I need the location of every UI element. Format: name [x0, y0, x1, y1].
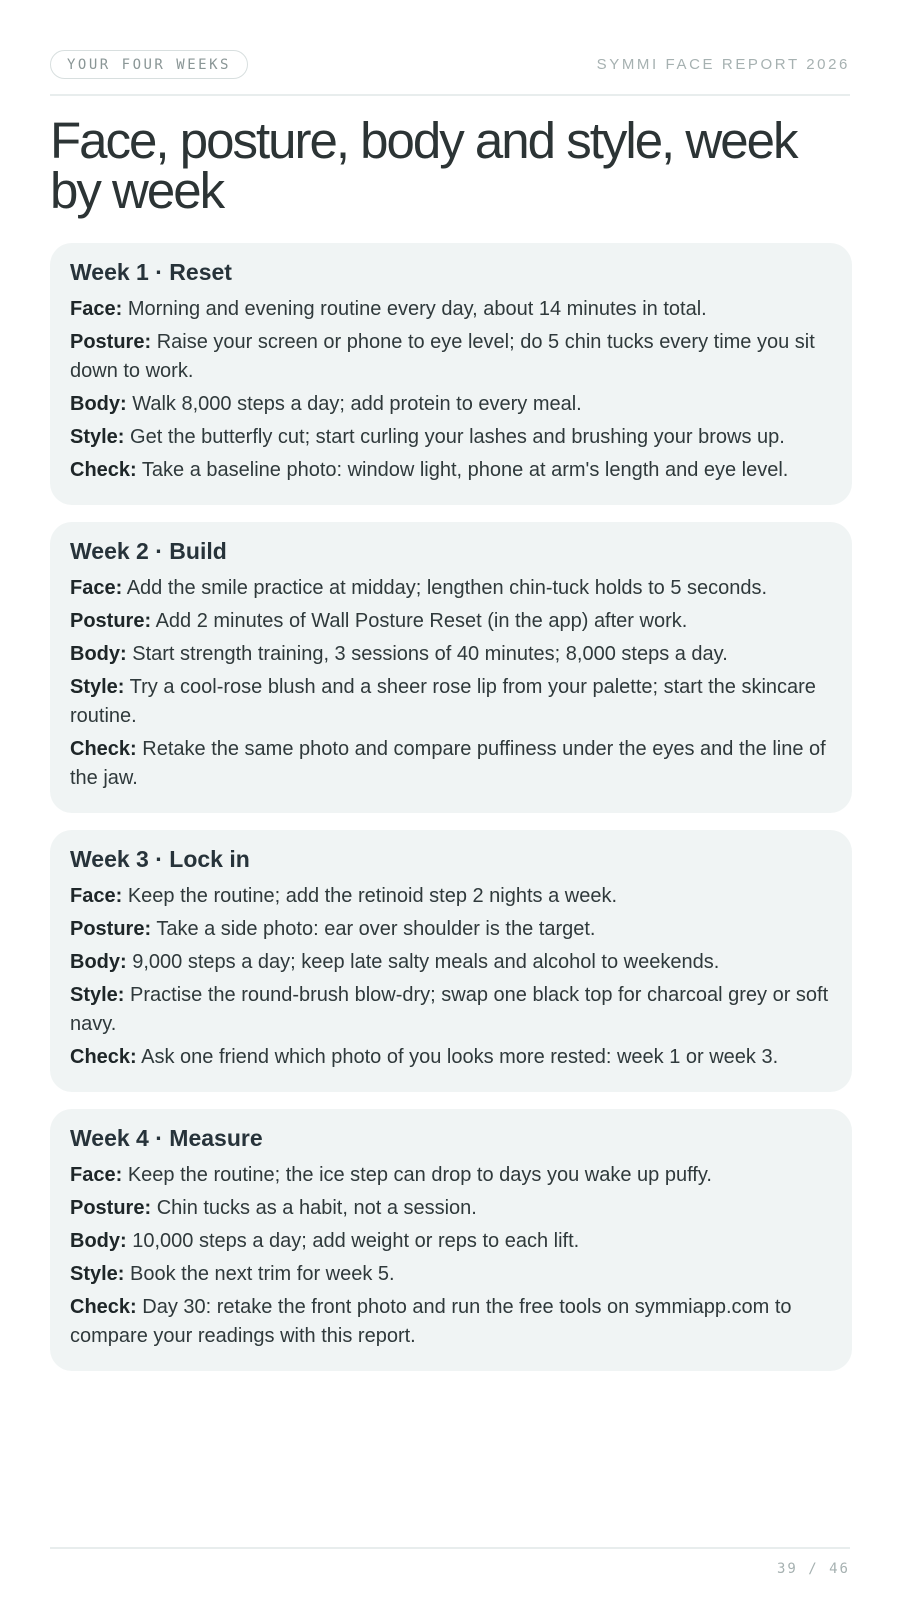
section-pill: YOUR FOUR WEEKS	[50, 50, 248, 79]
week-item-style	[70, 673, 832, 731]
page-title: Face, posture, body and style, week by week	[50, 112, 797, 219]
item-text: Day 30: retake the front photo and run the free tools on symmiapp.com to compare your readings with this report.	[70, 1296, 792, 1347]
week-item-check	[70, 1043, 832, 1072]
item-text: Get the butterfly cut; start curling your lashes and brushing your brows up.	[130, 426, 785, 448]
item-label: Body:	[70, 643, 127, 665]
page-header	[50, 50, 850, 96]
week-item-check	[70, 735, 832, 793]
week-item-face	[70, 574, 832, 603]
item-text: Practise the round-brush blow-dry; swap one black top for charcoal grey or soft navy.	[70, 984, 829, 1035]
item-label: Posture:	[70, 918, 152, 940]
item-label: Face:	[70, 577, 123, 599]
page-footer	[50, 1547, 850, 1577]
item-label: Body:	[70, 951, 127, 973]
item-label: Body:	[70, 1230, 127, 1252]
item-text: Retake the same photo and compare puffiness under the eyes and the line of the jaw.	[70, 738, 826, 789]
item-label: Face:	[70, 1164, 123, 1186]
week-item-body	[70, 1227, 832, 1256]
item-label: Check:	[70, 1296, 137, 1318]
item-text: Take a side photo: ear over shoulder is the target.	[156, 918, 596, 940]
week-item-style	[70, 981, 832, 1039]
week-item-face	[70, 882, 832, 911]
week-card-3	[50, 830, 852, 1092]
weeks-list	[50, 243, 852, 1388]
item-text: Morning and evening routine every day, about 14 minutes in total.	[127, 298, 707, 320]
week-item-posture	[70, 1194, 832, 1223]
item-label: Posture:	[70, 610, 152, 632]
week-item-style	[70, 423, 832, 452]
item-text: 10,000 steps a day; add weight or reps to each lift.	[132, 1230, 580, 1252]
week-item-face	[70, 1161, 832, 1190]
item-label: Check:	[70, 459, 137, 481]
week-card-1	[50, 243, 852, 505]
item-text: Keep the routine; add the retinoid step 2 nights a week.	[127, 885, 618, 907]
week-item-body	[70, 640, 832, 669]
item-label: Face:	[70, 885, 123, 907]
week-title: Week 2 · Build	[70, 538, 227, 564]
item-label: Style:	[70, 984, 125, 1006]
week-item-check	[70, 1293, 832, 1351]
week-title: Week 4 · Measure	[70, 1125, 263, 1151]
item-text: Try a cool-rose blush and a sheer rose lip from your palette; start the skincare routine.	[70, 676, 816, 727]
item-label: Style:	[70, 426, 125, 448]
item-label: Check:	[70, 738, 137, 760]
week-title: Week 3 · Lock in	[70, 846, 250, 872]
item-text: Start strength training, 3 sessions of 40 minutes; 8,000 steps a day.	[132, 643, 728, 665]
week-card-2	[50, 522, 852, 813]
item-label: Check:	[70, 1046, 137, 1068]
page-number: 39 / 46	[776, 1561, 850, 1577]
week-item-check	[70, 456, 832, 485]
item-label: Style:	[70, 676, 125, 698]
item-text: Chin tucks as a habit, not a session.	[156, 1197, 477, 1219]
item-label: Posture:	[70, 1197, 152, 1219]
item-text: Raise your screen or phone to eye level; do 5 chin tucks every time you sit down to work.	[70, 331, 815, 382]
item-label: Face:	[70, 298, 123, 320]
item-text: Book the next trim for week 5.	[130, 1263, 395, 1285]
week-item-style	[70, 1260, 832, 1289]
item-text: Walk 8,000 steps a day; add protein to every meal.	[132, 393, 582, 415]
week-item-posture	[70, 607, 832, 636]
week-item-posture	[70, 915, 832, 944]
week-title: Week 1 · Reset	[70, 259, 232, 285]
week-card-4	[50, 1109, 852, 1371]
week-item-posture	[70, 328, 832, 386]
item-text: Add the smile practice at midday; lengthen chin-tuck holds to 5 seconds.	[126, 577, 768, 599]
week-item-body	[70, 948, 832, 977]
item-label: Style:	[70, 1263, 125, 1285]
week-item-face	[70, 295, 832, 324]
item-text: Ask one friend which photo of you looks more rested: week 1 or week 3.	[141, 1046, 779, 1068]
item-text: Add 2 minutes of Wall Posture Reset (in the app) after work.	[155, 610, 688, 632]
item-label: Body:	[70, 393, 127, 415]
week-item-body	[70, 390, 832, 419]
item-text: 9,000 steps a day; keep late salty meals and alcohol to weekends.	[132, 951, 720, 973]
item-text: Take a baseline photo: window light, phone at arm's length and eye level.	[141, 459, 789, 481]
item-text: Keep the routine; the ice step can drop to days you wake up puffy.	[127, 1164, 712, 1186]
report-label: SYMMI FACE REPORT 2026	[596, 56, 850, 73]
item-label: Posture:	[70, 331, 152, 353]
